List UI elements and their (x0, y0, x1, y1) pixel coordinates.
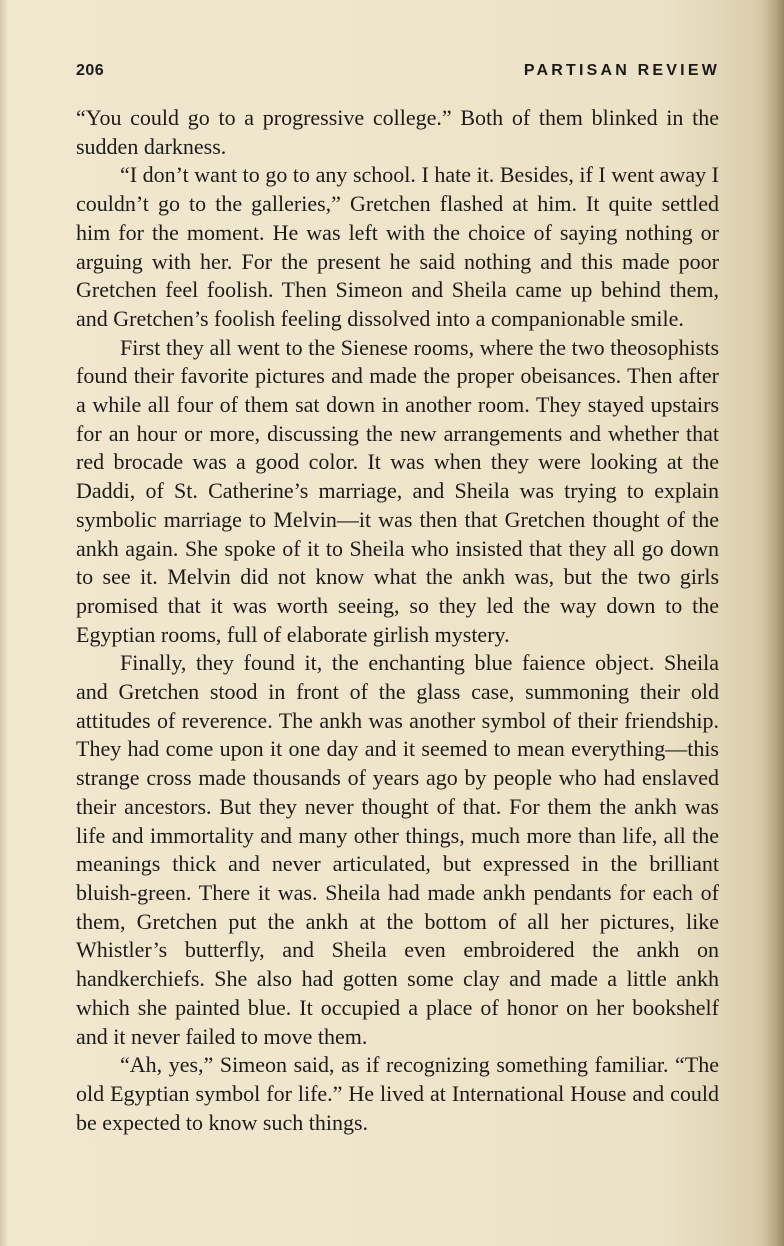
page-number: 206 (76, 62, 105, 79)
journal-title: PARTISAN REVIEW (523, 62, 720, 79)
body-text (76, 104, 719, 1137)
spine-shadow (762, 0, 784, 1246)
paragraph-3: First they all went to the Sienese rooms, where the two theosophists found their favorite pictures and made the proper obeisances. Then after a while all four of them sat down in another room. They stayed upstairs for an hour or more, discussing the new arrangements and whether that red brocade was a good color. It was when they were looking at the Daddi, of St. Catherine’s marriage, and Sheila was trying to explain symbolic marriage to Melvin—it was then that Gretchen thought of the ankh again. She spoke of it to Sheila who insisted that they all go down to see it. Melvin did not know what the ankh was, but the two girls promised that it was worth seeing, so they led the way down to the Egyptian rooms, full of elaborate girlish mystery. (76, 334, 719, 647)
running-head (76, 60, 720, 84)
page-left-edge (0, 0, 8, 1246)
paragraph-5: “Ah, yes,” Simeon said, as if recognizing something familiar. “The old Egyptian symbol for life.” He lived at International House and could be expected to know such things. (76, 1052, 719, 1135)
paragraph-2: “I don’t want to go to any school. I hate it. Besides, if I went away I couldn’t go to the galleries,” Gretchen flashed at him. It quite settled him for the moment. He was left with the choice of saying nothing or arguing with her. For the present he said nothing and this made poor Gretchen feel foolish. Then Simeon and Sheila came up behind them, and Gretchen’s foolish feeling dissolved into a companionable smile. (76, 162, 719, 331)
paragraph-1: “You could go to a progressive college.” Both of them blinked in the sudden darkness. (76, 105, 719, 159)
paragraph-4: Finally, they found it, the enchanting blue faience object. Sheila and Gretchen stood in front of the glass case, summoning their old attitudes of reverence. The ankh was another symbol of their friendship. They had come upon it one day and it seemed to mean everything—this strange cross made thousands of years ago by people who had enslaved their ancestors. But they never thought of that. For them the ankh was life and immortality and many other things, much more than life, all the meanings thick and never articulated, but expressed in the brilliant bluish-green. There it was. Sheila had made ankh pendants for each of them, Gretchen put the ankh at the bottom of all her pictures, like Whistler’s butterfly, and Sheila even embroidered the ankh on handkerchiefs. She also had gotten some clay and made a little ankh which she painted blue. It occupied a place of honor on her bookshelf and it never failed to move them. (76, 650, 719, 1049)
